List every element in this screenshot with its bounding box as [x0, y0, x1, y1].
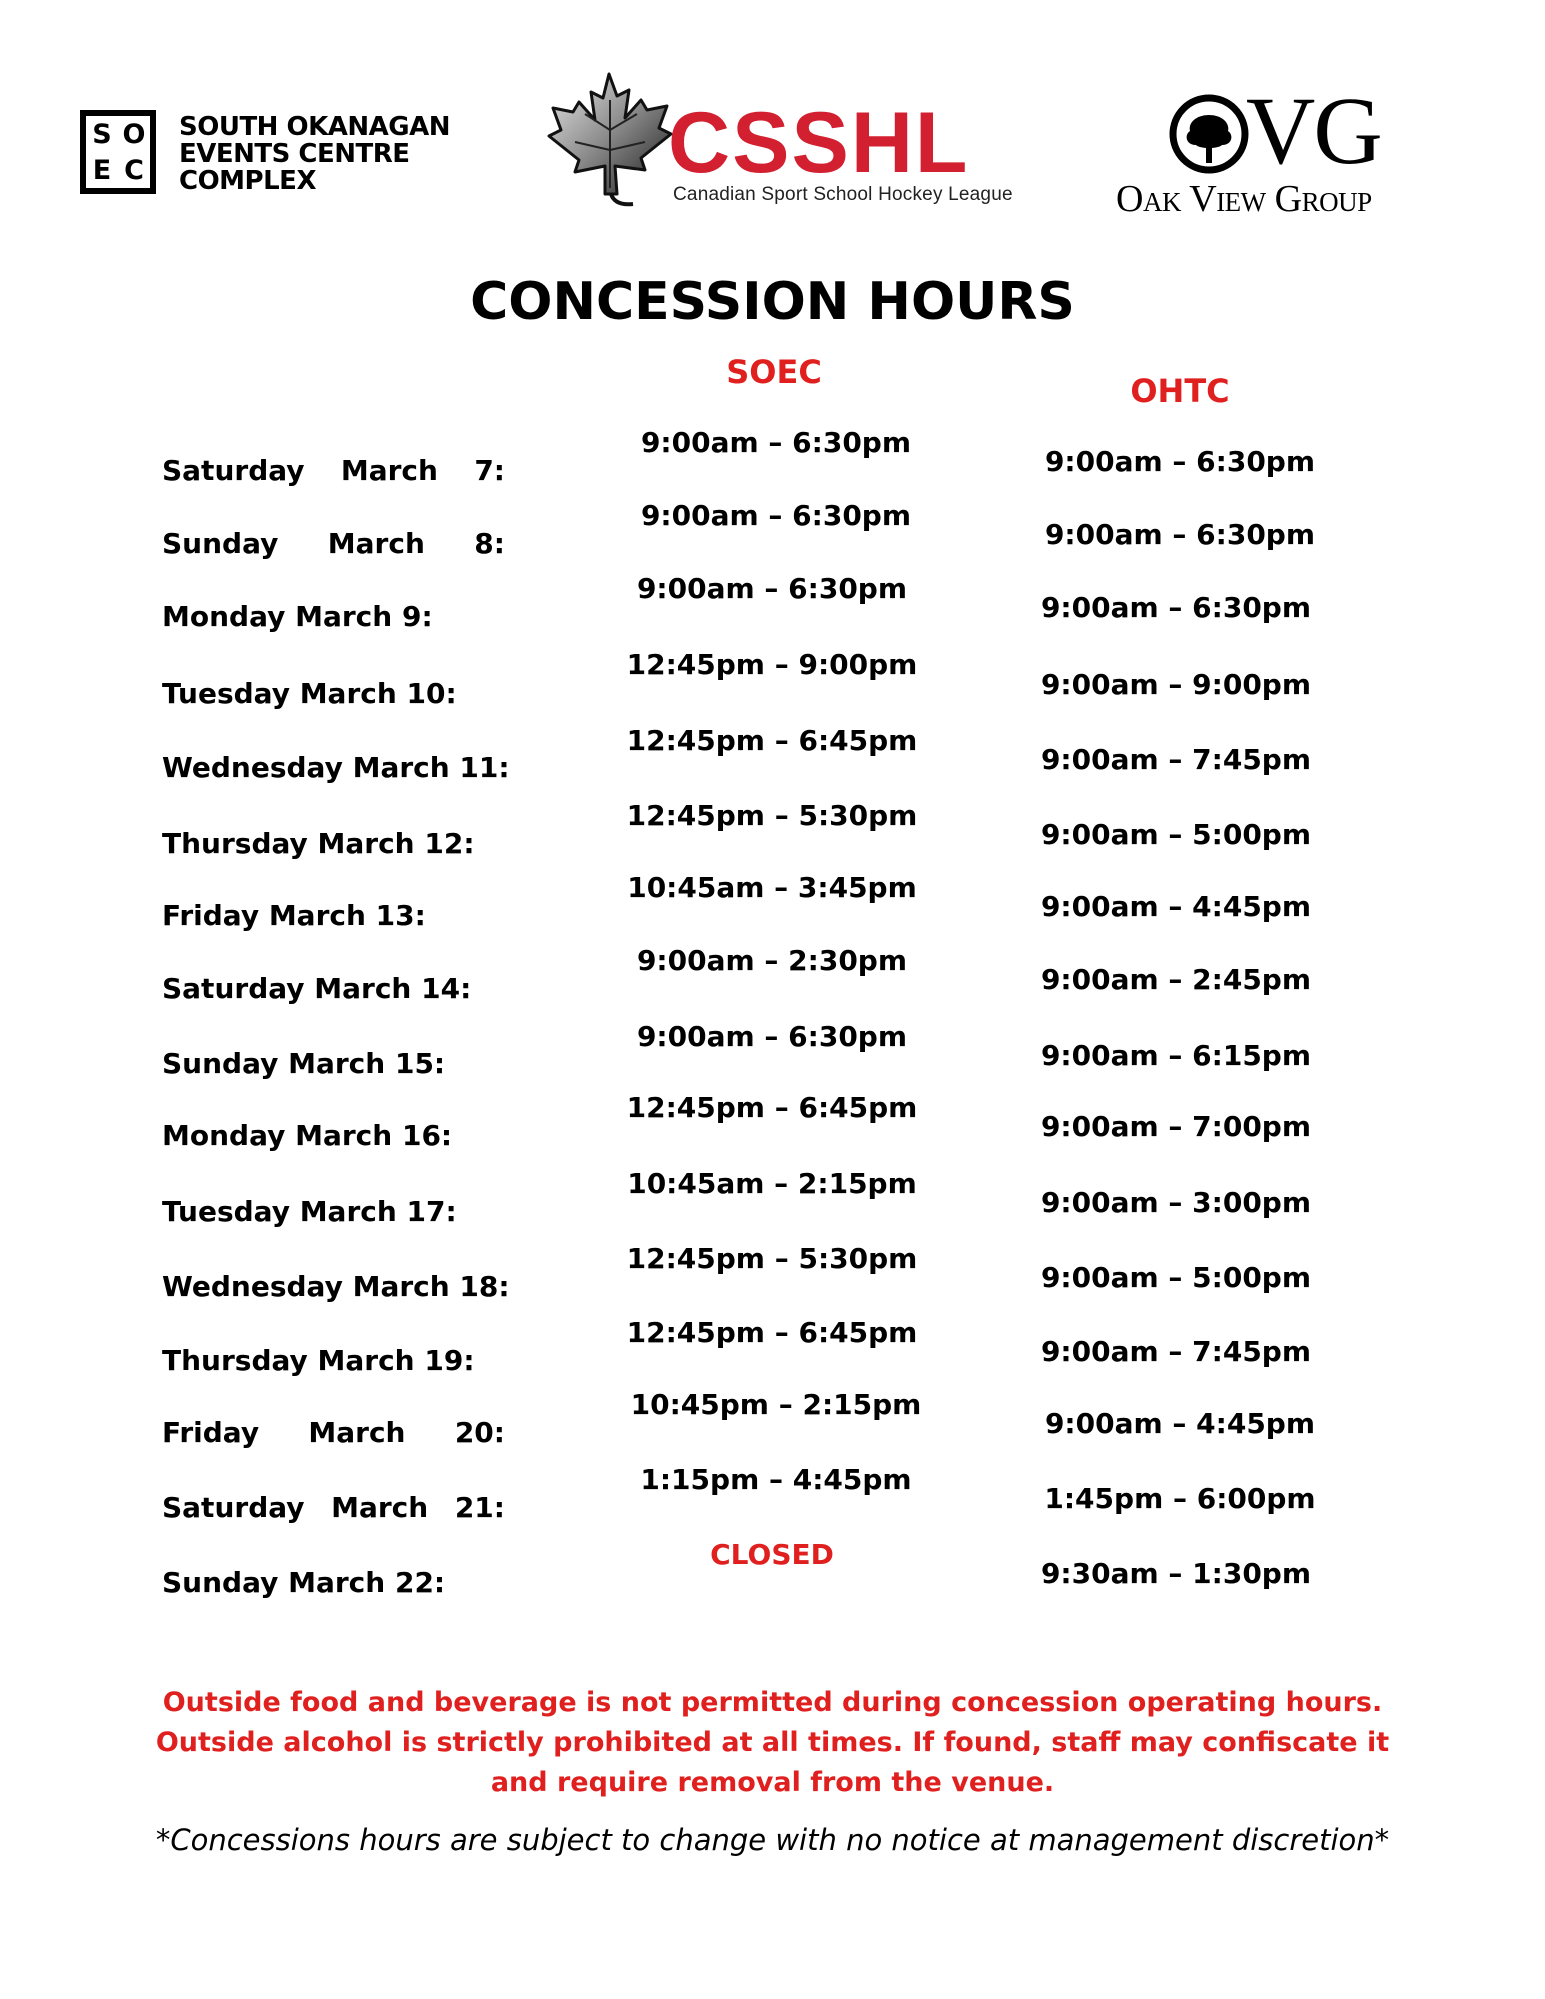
- soec-mark-letter: O: [122, 118, 146, 150]
- ohtc-hours: 9:00am – 7:00pm: [1040, 1110, 1312, 1143]
- schedule-day-label: Monday March 16:: [162, 1119, 453, 1152]
- soec-hours: 9:00am – 2:30pm: [636, 944, 908, 977]
- month-word: March: [331, 1491, 429, 1524]
- csshl-subtitle: Canadian Sport School Hockey League: [673, 184, 1013, 205]
- maple-leaf-icon: [545, 70, 675, 210]
- ohtc-hours: 9:00am – 6:30pm: [1044, 445, 1316, 478]
- schedule-day-label: Sunday March 22:: [162, 1566, 446, 1599]
- oak-tree-icon: [1168, 93, 1250, 175]
- soec-hours: 9:00am – 6:30pm: [640, 499, 912, 532]
- schedule-day-label: [162, 453, 505, 489]
- soec-hours: 12:45pm – 5:30pm: [626, 1242, 918, 1275]
- soec-mark-letter: S: [92, 118, 112, 150]
- soec-logo-line: SOUTH OKANAGAN: [179, 112, 450, 142]
- soec-logo-mark: [80, 110, 156, 194]
- schedule-day-label: Wednesday March 18:: [162, 1270, 510, 1303]
- date-number: 7:: [474, 454, 505, 487]
- notice-line: Outside alcohol is strictly prohibited at all times. If found, staff may confiscate it: [155, 1727, 1390, 1758]
- day-word: Sunday: [162, 527, 279, 560]
- ohtc-hours: 9:00am – 3:00pm: [1040, 1186, 1312, 1219]
- ohtc-hours: 9:00am – 6:30pm: [1044, 518, 1316, 551]
- notice-line: and require removal from the venue.: [490, 1767, 1055, 1798]
- soec-logo-name: [179, 114, 509, 195]
- ohtc-hours: 1:45pm – 6:00pm: [1044, 1482, 1316, 1515]
- soec-hours: 12:45pm – 9:00pm: [626, 648, 918, 681]
- food-alcohol-notice: [0, 1683, 1545, 1803]
- schedule-day-label: [162, 1490, 505, 1526]
- soec-mark-letter: E: [92, 154, 112, 186]
- ovg-logo: [1110, 77, 1450, 225]
- schedule-day-label: Thursday March 12:: [162, 827, 475, 860]
- day-word: Saturday: [162, 1491, 305, 1524]
- soec-hours: 9:00am – 6:30pm: [640, 426, 912, 459]
- ohtc-hours: 9:00am – 4:45pm: [1040, 890, 1312, 923]
- soec-hours: 12:45pm – 6:45pm: [626, 724, 918, 757]
- soec-hours: 10:45am – 2:15pm: [627, 1167, 917, 1200]
- soec-hours: 12:45pm – 5:30pm: [626, 799, 918, 832]
- schedule-day-label: Saturday March 14:: [162, 972, 472, 1005]
- soec-hours: 9:00am – 6:30pm: [636, 1020, 908, 1053]
- soec-hours: 12:45pm – 6:45pm: [626, 1316, 918, 1349]
- csshl-logo: [545, 70, 1013, 220]
- ohtc-hours: 9:00am – 5:00pm: [1040, 818, 1312, 851]
- schedule-day-label: [162, 1415, 505, 1451]
- ovg-wordmark: VG: [1246, 77, 1381, 184]
- schedule-day-label: Friday March 13:: [162, 899, 426, 932]
- date-number: 20:: [454, 1416, 505, 1449]
- soec-hours: 1:15pm – 4:45pm: [640, 1463, 912, 1496]
- soec-column-header: SOEC: [726, 353, 822, 391]
- schedule-day-label: Tuesday March 17:: [162, 1195, 457, 1228]
- month-word: March: [327, 527, 425, 560]
- ohtc-hours: 9:00am – 5:00pm: [1040, 1261, 1312, 1294]
- soec-hours: 10:45am – 3:45pm: [627, 871, 917, 904]
- month-word: March: [340, 454, 438, 487]
- schedule-day-label: Wednesday March 11:: [162, 751, 510, 784]
- ohtc-hours: 9:00am – 7:45pm: [1040, 743, 1312, 776]
- ohtc-hours: 9:30am – 1:30pm: [1040, 1557, 1312, 1590]
- soec-hours: 9:00am – 6:30pm: [636, 572, 908, 605]
- ohtc-hours: 9:00am – 7:45pm: [1040, 1335, 1312, 1368]
- soec-logo: [80, 110, 500, 202]
- day-word: Saturday: [162, 454, 305, 487]
- soec-logo-line: EVENTS CENTRE: [179, 139, 410, 169]
- csshl-wordmark: CSSHL: [668, 95, 970, 191]
- ohtc-column-header: OHTC: [1130, 372, 1230, 410]
- schedule-day-label: Thursday March 19:: [162, 1344, 475, 1377]
- soec-logo-line: COMPLEX: [179, 166, 316, 196]
- soec-mark-letter: C: [124, 154, 144, 186]
- schedule-day-label: [162, 526, 505, 562]
- ohtc-hours: 9:00am – 6:15pm: [1040, 1039, 1312, 1072]
- date-number: 8:: [474, 527, 505, 560]
- soec-closed-label: CLOSED: [710, 1538, 834, 1571]
- date-number: 21:: [454, 1491, 505, 1524]
- ohtc-hours: 9:00am – 2:45pm: [1040, 963, 1312, 996]
- ohtc-hours: 9:00am – 9:00pm: [1040, 668, 1312, 701]
- ohtc-hours: 9:00am – 6:30pm: [1040, 591, 1312, 624]
- ovg-name: Oak View Group: [1116, 178, 1372, 220]
- day-word: Friday: [162, 1416, 260, 1449]
- schedule-day-label: Tuesday March 10:: [162, 677, 457, 710]
- hours-disclaimer: *Concessions hours are subject to change with no notice at management discretion*: [155, 1823, 1390, 1857]
- schedule-day-label: Sunday March 15:: [162, 1047, 446, 1080]
- soec-hours: 10:45pm – 2:15pm: [630, 1388, 922, 1421]
- ohtc-hours: 9:00am – 4:45pm: [1044, 1407, 1316, 1440]
- page-title: CONCESSION HOURS: [470, 272, 1075, 332]
- soec-hours: 12:45pm – 6:45pm: [626, 1091, 918, 1124]
- schedule-day-label: Monday March 9:: [162, 600, 433, 633]
- month-word: March: [308, 1416, 406, 1449]
- notice-line: Outside food and beverage is not permitted during concession operating hours.: [162, 1687, 1383, 1718]
